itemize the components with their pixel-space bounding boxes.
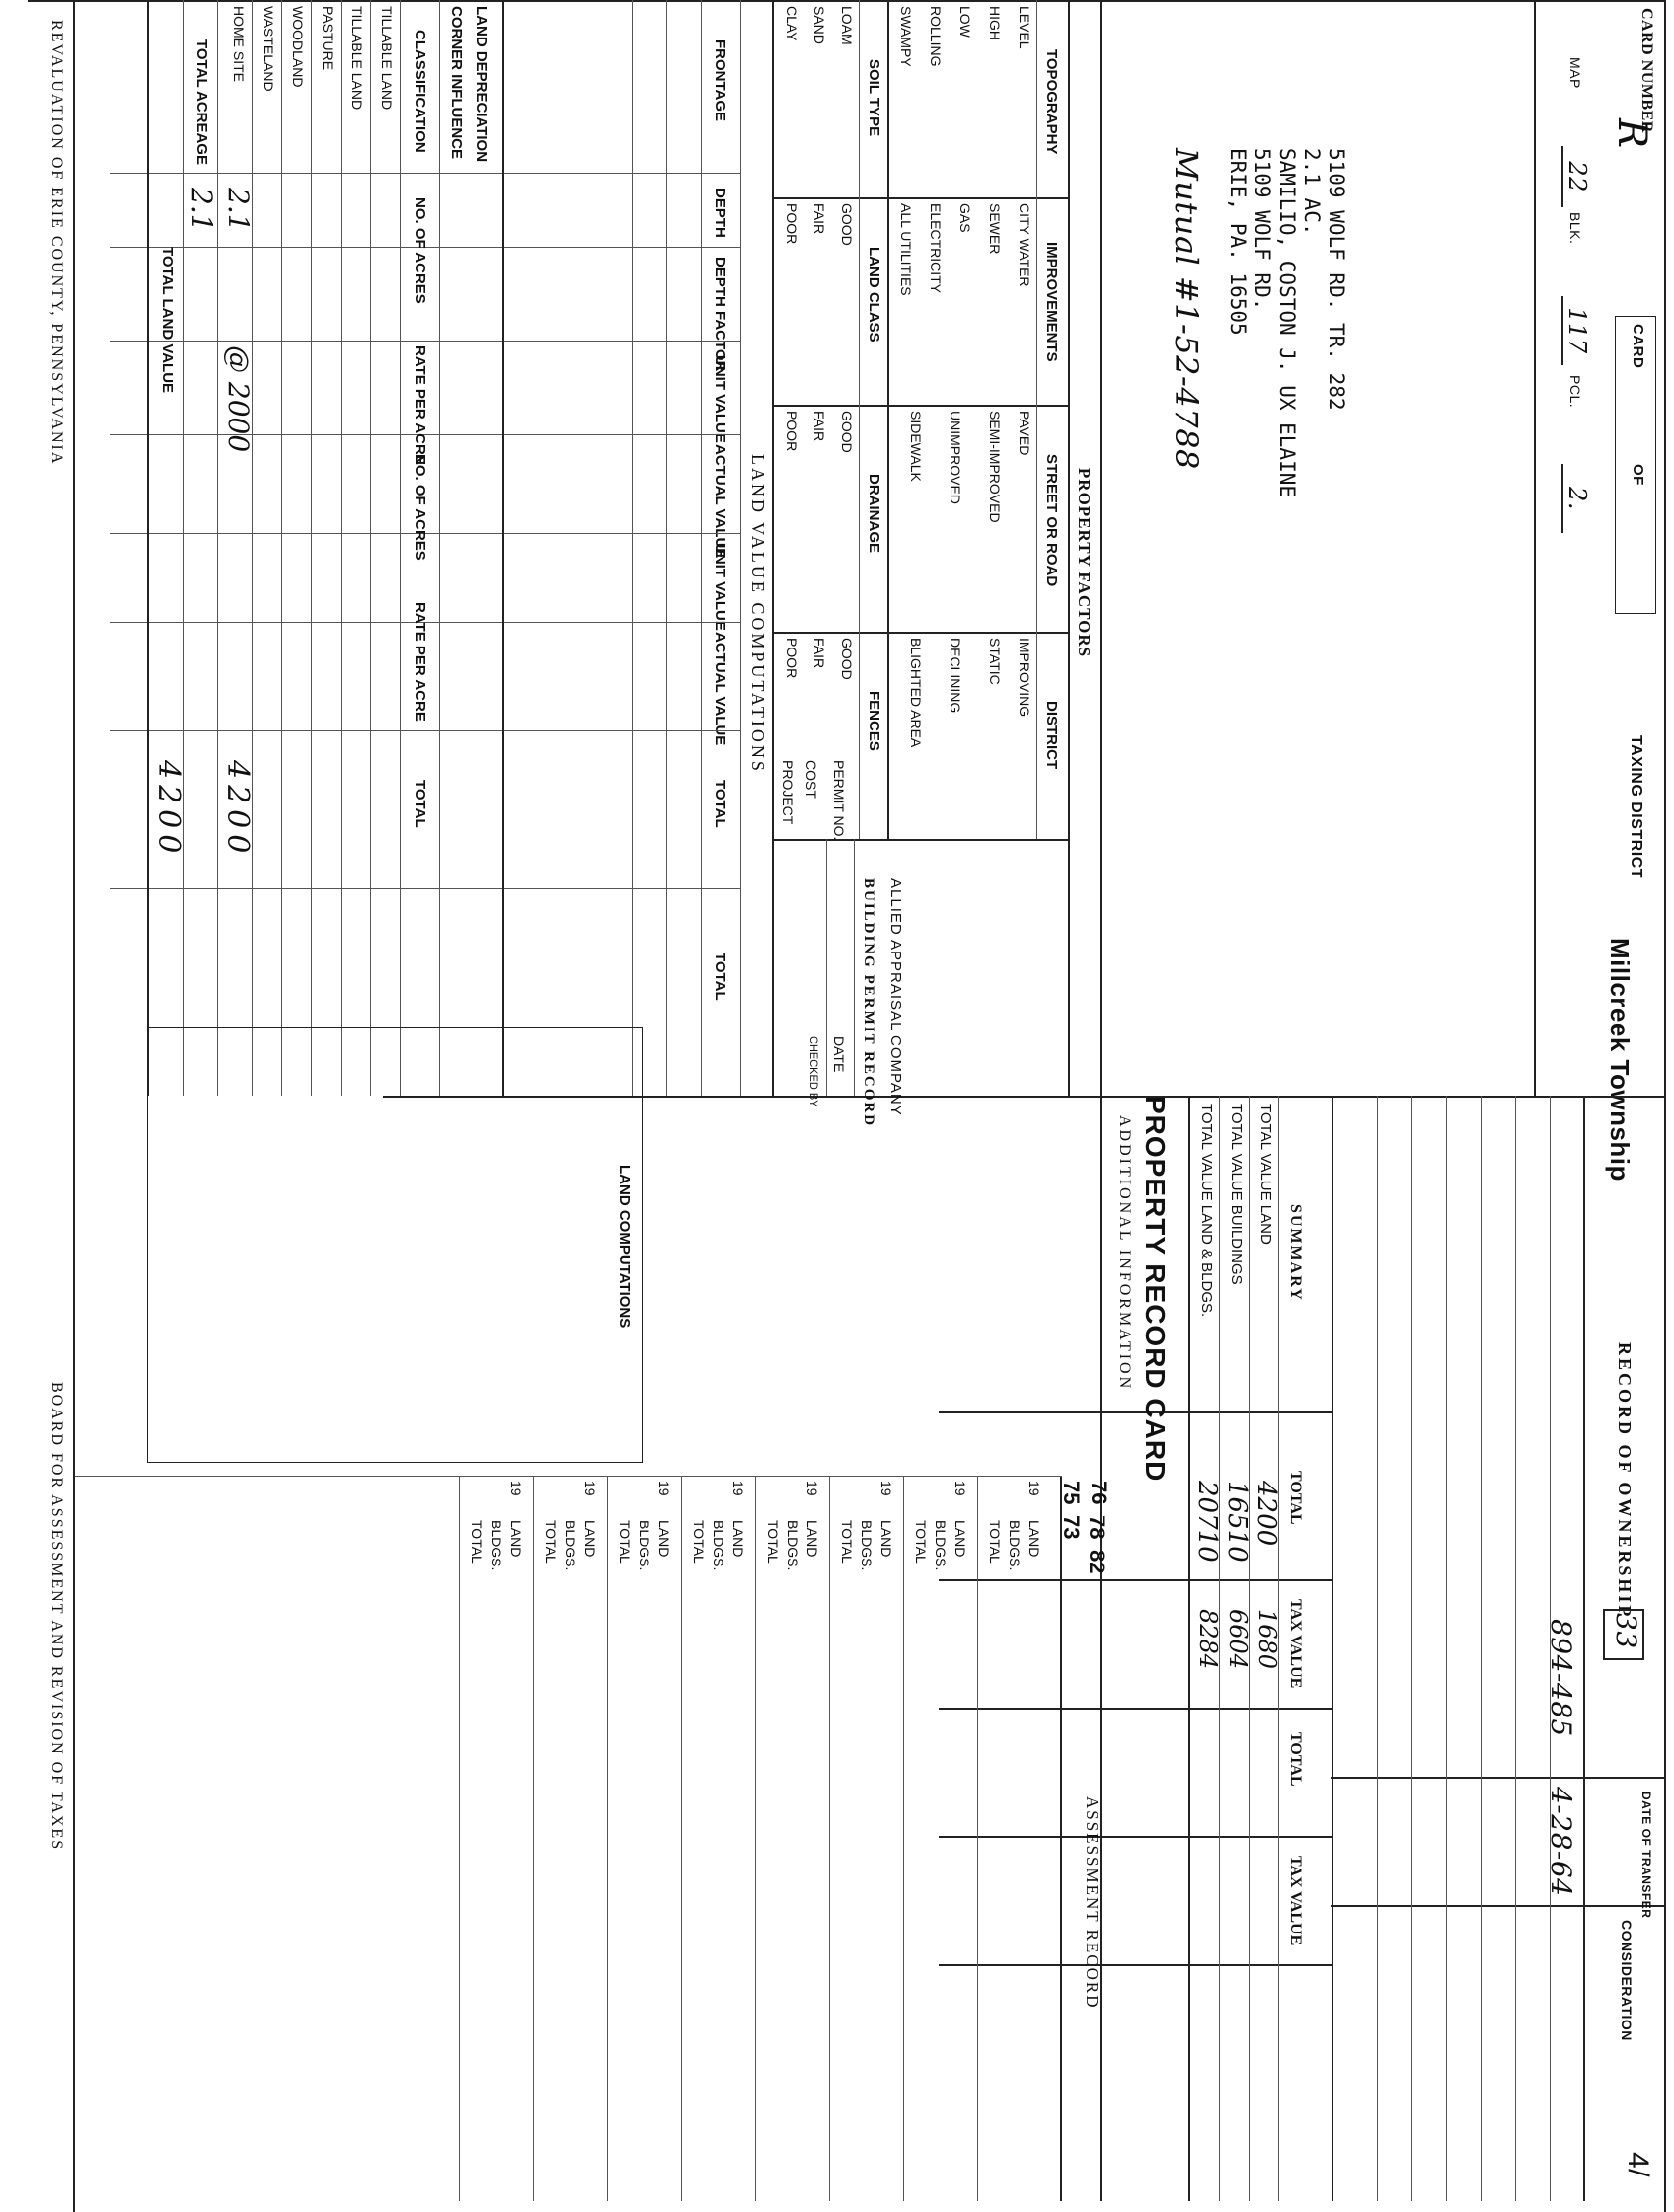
unit-value-header: UNIT VALUE [712,355,728,443]
assessment-year-stamp: 73 [1059,1515,1084,1540]
acreage-rule [217,0,218,1096]
assessment-row-bldgs: BLDGS. [1007,1520,1023,1571]
topography-header: TOPOGRAPHY [1043,49,1060,155]
summary-row-total: 4200 [1252,1481,1281,1547]
frontage-row-rule [632,0,633,1096]
assessment-row-bldgs: BLDGS. [933,1520,949,1571]
permit-date-label: DATE [831,1036,847,1073]
assessment-row-rule [829,1476,830,2201]
summary-tax-header-2: TAX VALUE [1287,1856,1304,1945]
total-acreage-label: TOTAL ACREAGE [193,39,210,165]
summary-row-tax: 6604 [1224,1609,1252,1670]
date-of-transfer-header: DATE OF TRANSFER [1639,1792,1653,1919]
header-rule [1534,0,1536,1096]
depth-factor-header: DEPTH FACTOR [712,257,728,372]
fences-item: GOOD [839,638,855,680]
record-card-rule [1100,1046,1102,2201]
map-value: 22 [1561,146,1591,207]
land-value-bottom-rule [147,0,149,1096]
assessment-row-total: TOTAL [617,1520,633,1564]
frontage-total-header: TOTAL [712,780,728,828]
corner-influence-label: CORNER INFLUENCE [448,6,465,160]
frontage-total-header-2: TOTAL [712,953,728,1001]
consideration-header: CONSIDERATION [1619,1920,1635,2041]
topography-item: SWAMPY [898,6,914,67]
assessment-row-land: LAND [952,1520,968,1558]
acreage-top-rule [502,0,504,1096]
improvements-item: SEWER [987,203,1003,255]
assessment-year: 19 [730,1481,746,1496]
street-item: UNIMPROVED [948,411,963,504]
blk-value: 117 [1561,296,1591,365]
top-border [1664,0,1666,2212]
card-stamp: 33 [1610,1613,1642,1649]
assessment-divider [75,1476,1062,1477]
ownership-row [1515,1096,1516,2201]
pf-col-divider [774,839,1070,841]
soil-item: SAND [811,6,827,44]
assessment-year: 19 [1027,1481,1042,1496]
district-item: IMPROVING [1017,638,1032,718]
assessment-title: ASSESSMENT RECORD [1083,1796,1102,2010]
frontage-row-rule [701,0,702,1096]
permit-cost-label: COST [803,760,819,799]
assessment-year: 19 [804,1481,820,1496]
left-border [28,0,1666,2]
summary-row-tax: 8284 [1194,1609,1222,1670]
assessment-year: 19 [582,1481,598,1496]
topography-item: LOW [957,6,973,38]
fences-header: FENCES [866,691,882,751]
land-class-item: GOOD [839,203,855,246]
card-number-value: R [1609,118,1654,149]
pf-row-rule [1036,0,1037,839]
improvements-item: GAS [957,203,973,233]
drainage-item: POOR [784,411,799,452]
permit-no-label: PERMIT NO. [831,760,847,841]
fences-item: FAIR [811,638,827,669]
owner-line-2: 2.1 AC. [1300,148,1324,236]
rate-header: RATE PER ACRE [412,345,428,465]
frontage-header-rule [740,0,741,1096]
summary-divider [939,1579,1333,1581]
map-label: MAP [1567,57,1583,89]
owner-line-3: SAMILIO, COSTON J. UX ELAINE [1275,148,1299,498]
district-item: BLIGHTED AREA [908,638,924,748]
permit-checked-label: CHECKED BY [807,1036,819,1107]
property-factors-header-rule [1068,0,1070,1096]
assessment-row-bldgs: BLDGS. [859,1520,875,1571]
topography-item: HIGH [987,6,1003,40]
assessment-year-stamp: 76 [1087,1481,1111,1505]
assessment-year: 19 [656,1481,672,1496]
assessment-row-total: TOTAL [913,1520,929,1564]
ownership-row [1481,1096,1482,2201]
owner-line-5: ERIE, PA. 16505 [1226,148,1250,336]
assessment-row-land: LAND [878,1520,894,1558]
home-site-acres: 2.1 [222,188,255,232]
district-item: STATIC [987,638,1003,685]
lv-col-divider [110,888,741,889]
ownership-row [1446,1096,1447,2201]
record-card-title: PROPERTY RECORD CARD [1140,1096,1171,1483]
district-header: DISTRICT [1043,701,1060,770]
improvements-item: ELECTRICITY [928,203,944,294]
summary-row-total: 20710 [1192,1481,1222,1563]
acreage-rule [439,0,440,1096]
appraisal-company: ALLIED APPRAISAL COMPANY [887,878,904,1116]
footer-rule [73,0,75,2212]
ownership-title: RECORD OF OWNERSHIP [1615,1342,1635,1620]
assessment-row-rule [681,1476,682,2201]
district-item: DECLINING [948,638,963,714]
topography-item: ROLLING [928,6,944,67]
total-land-value: 4200 [151,760,186,860]
class-item: HOME SITE [231,6,247,83]
summary-title: SUMMARY [1287,1204,1304,1302]
card-label: CARD [1630,324,1646,369]
pcl-value: 2. [1561,464,1591,533]
improvements-item: ALL UTILITIES [898,203,914,296]
ownership-entry-record: 894-485 [1545,1619,1577,1737]
assessment-row-rule [977,1476,978,2201]
pf-mid-rule [887,0,889,839]
total-acreage-value: 2.1 [186,188,218,232]
assessment-row-rule [459,1476,460,2201]
acres-header-2: NO. OF ACRES [412,454,428,561]
consideration-col-divider [1331,1905,1666,1907]
drainage-item: FAIR [811,411,827,442]
summary-divider [939,1964,1333,1966]
summary-total-header-2: TOTAL [1287,1732,1304,1787]
assessment-row-rule [607,1476,608,2201]
land-computations-box [147,1027,643,1463]
land-computations-label: LAND COMPUTATIONS [616,1165,633,1329]
permit-rule [826,839,827,1096]
assessment-row-land: LAND [730,1520,746,1558]
land-class-item: POOR [784,203,799,245]
class-item: PASTURE [320,6,336,71]
ownership-row [1411,1096,1412,2201]
assessment-row-total: TOTAL [469,1520,485,1564]
topography-item: LEVEL [1017,6,1032,49]
summary-divider [939,1411,1333,1413]
assessment-row-total: TOTAL [765,1520,781,1564]
assessment-row-rule [533,1476,534,2201]
assessment-row-land: LAND [582,1520,598,1558]
assessment-row-total: TOTAL [691,1520,707,1564]
summary-divider [939,1708,1333,1710]
street-header: STREET OR ROAD [1043,454,1060,587]
assessment-row-land: LAND [804,1520,820,1558]
lv-col-divider [110,341,741,342]
summary-tax-header: TAX VALUE [1287,1599,1304,1689]
handwritten-note: Mutual #1-52-4788 [1168,148,1205,470]
acres-header: NO. OF ACRES [412,197,428,304]
street-item: SEMI-IMPROVED [987,411,1003,523]
acreage-rule [183,0,184,1096]
acreage-rule [252,0,253,1096]
footer-right: BOARD FOR ASSESSMENT AND REVISION OF TAXES [48,1382,65,1852]
assessment-year-stamp: 82 [1085,1550,1109,1574]
ownership-entry-date: 4-28-64 [1545,1787,1577,1897]
building-permit-title: BUILDING PERMIT RECORD [861,878,876,1128]
acreage-rule [311,0,312,1096]
assessment-row-rule [755,1476,756,2201]
acreage-rule [281,0,282,1096]
acreage-rule [370,0,371,1096]
summary-row-total: 16510 [1222,1481,1252,1563]
land-value-top-rule [772,0,774,1096]
assessment-year: 19 [508,1481,524,1496]
assessment-row-rule [903,1476,904,2201]
assessment-row-total: TOTAL [543,1520,559,1564]
land-class-header: LAND CLASS [866,247,882,343]
summary-total-header: TOTAL [1287,1471,1304,1525]
summary-row-label: TOTAL VALUE LAND [1257,1104,1274,1245]
assessment-row-bldgs: BLDGS. [563,1520,578,1571]
taxing-district-value: Millcreek Township [1605,938,1635,1182]
of-label: OF [1630,464,1646,486]
land-class-item: FAIR [811,203,827,235]
assessment-row-land: LAND [656,1520,672,1558]
assessment-row-bldgs: BLDGS. [489,1520,504,1571]
assessment-top-rule [1060,1476,1062,2201]
street-item: SIDEWALK [908,411,924,482]
owner-line-4: 5109 WOLF RD. [1251,148,1274,311]
assessment-row-total: TOTAL [987,1520,1003,1564]
home-site-rate: @ 2000 [222,345,255,453]
assessment-row-total: TOTAL [839,1520,855,1564]
assessment-row-land: LAND [508,1520,524,1558]
date-col-divider [1331,1777,1666,1779]
card-number-label: CARD NUMBER [1638,8,1655,133]
class-item: WOODLAND [290,6,306,88]
assessment-year: 19 [952,1481,968,1496]
classification-header: CLASSIFICATION [412,30,428,153]
property-factors-top-rule [1100,0,1102,1096]
improvements-header: IMPROVEMENTS [1043,242,1060,362]
blk-label: BLK. [1567,212,1583,245]
improvements-item: CITY WATER [1017,203,1032,287]
class-item: TILLABLE LAND [349,6,365,111]
assessment-year: 19 [878,1481,894,1496]
home-site-total: 4200 [220,760,255,860]
property-factors-title: PROPERTY FACTORS [1075,467,1094,658]
soil-item: CLAY [784,6,799,41]
lv-col-divider [110,730,741,731]
assessment-row-bldgs: BLDGS. [785,1520,800,1571]
corner-mark: 4/ [1622,2152,1654,2178]
permit-rule [854,839,855,1096]
pf-col-divider [774,632,1070,634]
frontage-header: FRONTAGE [712,39,728,122]
unit-value-header-2: UNIT VALUE [712,543,728,631]
taxing-district-label: TAXING DISTRICT [1628,735,1644,878]
assessment-row-bldgs: BLDGS. [637,1520,652,1571]
permit-project-label: PROJECT [780,760,796,825]
actual-value-header: ACTUAL VALUE [712,444,728,559]
ownership-row [1377,1096,1378,2201]
lv-col-divider [110,173,741,174]
summary-row-tax: 1680 [1254,1609,1281,1670]
acreage-rule [341,0,342,1096]
pf-col-divider [774,197,1070,199]
total-land-value-label: TOTAL LAND VALUE [159,247,176,394]
owner-line-1: 5109 WOLF RD. TR. 282 [1325,148,1348,411]
rate-header-2: RATE PER ACRE [412,602,428,722]
assessment-year-stamp: 78 [1085,1515,1109,1540]
footer-left: REVALUATION OF ERIE COUNTY, PENNSYLVANIA [48,20,65,466]
assessment-row-land: LAND [1027,1520,1042,1558]
land-depreciation-label: LAND DEPRECIATION [473,6,490,163]
frontage-row-rule [666,0,667,1096]
land-value-title: LAND VALUE COMPUTATIONS [748,454,768,774]
drainage-header: DRAINAGE [866,474,882,554]
summary-top-rule [1332,1096,1333,2201]
soil-header: SOIL TYPE [866,59,882,137]
pf-row-rule [859,0,860,839]
summary-divider [939,1836,1333,1838]
summary-bottom-rule [1188,1096,1190,2201]
record-card-subtitle: ADDITIONAL INFORMATION [1116,1115,1133,1392]
soil-item: LOAM [839,6,855,45]
assessment-row-bldgs: BLDGS. [711,1520,726,1571]
acreage-rule [400,0,401,1096]
class-item: WASTELAND [261,6,276,92]
fences-item: POOR [784,638,799,679]
pf-col-divider [774,405,1070,407]
summary-row-label: TOTAL VALUE LAND & BLDGS. [1198,1104,1215,1318]
summary-row-label: TOTAL VALUE BUILDINGS [1228,1104,1245,1285]
drainage-item: GOOD [839,411,855,453]
pcl-label: PCL. [1567,375,1583,409]
acreage-total-header: TOTAL [412,780,428,828]
ownership-header-rule [1583,1096,1585,2201]
depth-header: DEPTH [712,188,728,238]
street-item: PAVED [1017,411,1032,456]
class-item: TILLABLE LAND [379,6,395,111]
actual-value-header-2: ACTUAL VALUE [712,632,728,746]
assessment-year-stamp: 75 [1059,1481,1084,1505]
